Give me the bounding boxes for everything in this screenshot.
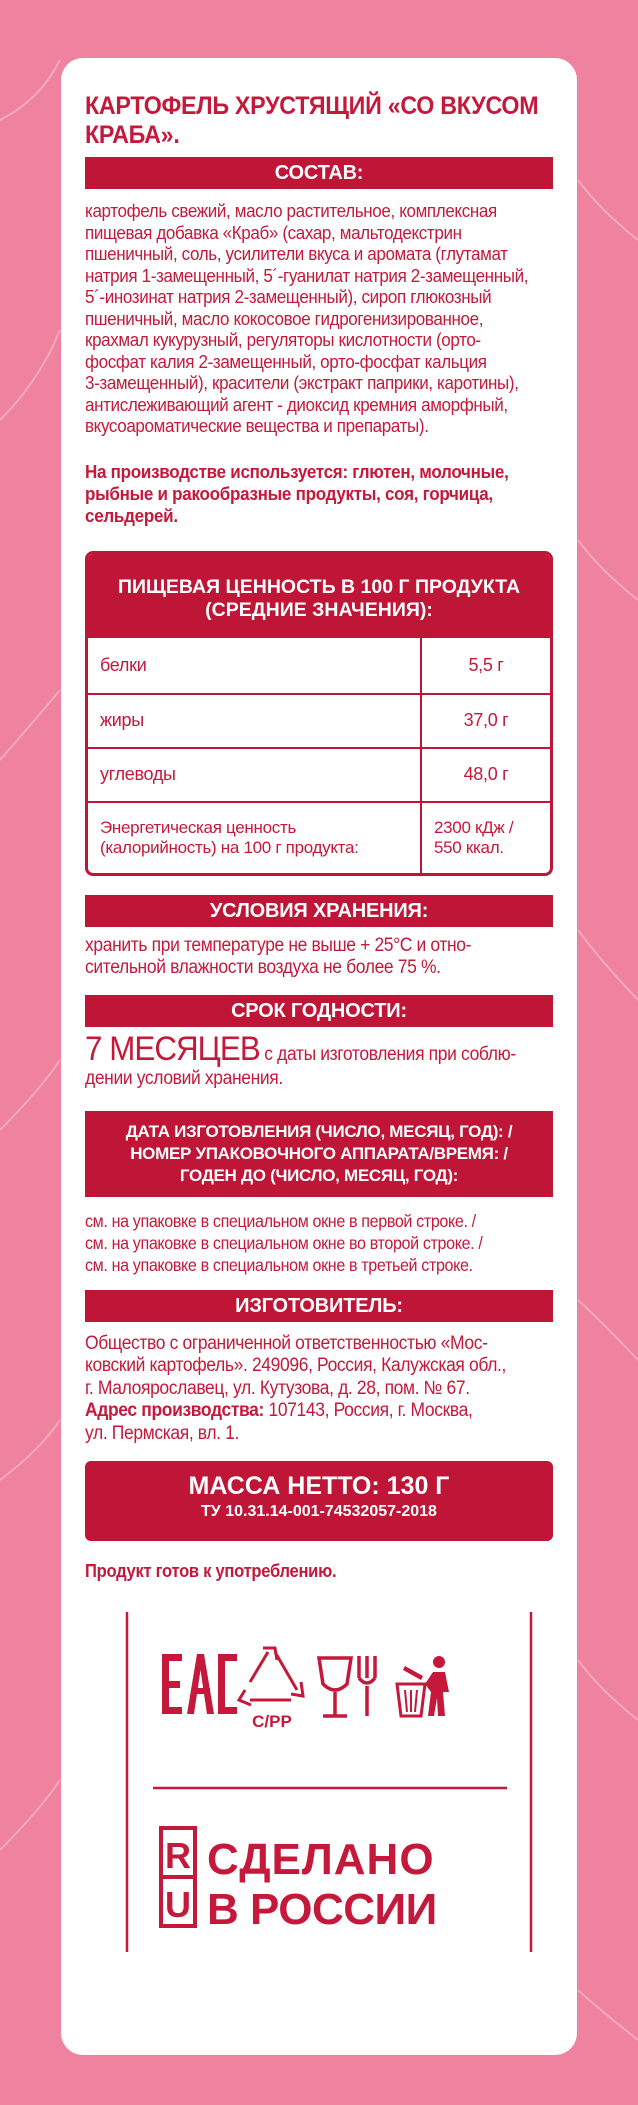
nutrition-header [88, 554, 550, 638]
storage-line: сительной влажности воздуха не более 75 %. [85, 956, 441, 978]
symbols-svg [85, 1612, 555, 1972]
composition-line: пищевая добавка «Краб» (сахар, мальтодекстрин [85, 221, 462, 243]
composition-line: пшеничный, масло кокосовое гидрогенизированное, [85, 307, 484, 329]
allergens-line: На производстве используется: глютен, молочные, [85, 460, 509, 482]
allergens-text [85, 461, 554, 527]
nutrition-header-line: (СРЕДНИЕ ЗНАЧЕНИЯ): [205, 598, 433, 621]
made-in-line1: СДЕЛАНО [207, 1835, 435, 1884]
manufacturer-text [85, 1333, 554, 1446]
dates-line: см. на упаковке в специальном окне в третьей строке. [85, 1254, 473, 1275]
nutrition-header-line: ПИЩЕВАЯ ЦЕННОСТЬ В 100 Г ПРОДУКТА [117, 575, 521, 598]
net-mass-box [85, 1461, 553, 1541]
nutrition-value: 5,5 г [468, 654, 504, 675]
ru-mark-u: U [165, 1884, 191, 1925]
composition-line: 5´-инозинат натрия 2-замещенный), сироп глюкозный [85, 286, 492, 307]
shelf-life-rest: с даты изготовления при соблю- [259, 1043, 516, 1065]
ru-mark-r: R [165, 1835, 191, 1876]
storage-line: хранить при температуре не выше + 25°С и отно- [85, 934, 472, 956]
nutrition-row [88, 801, 550, 873]
net-mass-title: МАССА НЕТТО: 130 Г [188, 1472, 450, 1500]
shelf-life-text [85, 1029, 554, 1091]
nutrition-row [88, 747, 550, 801]
nutrition-value: 48,0 г [463, 764, 509, 784]
shelf-life-line: дении условий хранения. [85, 1067, 283, 1089]
nutrition-table [85, 551, 553, 876]
allergens-line: сельдерей. [85, 504, 178, 526]
dates-header-line: ДАТА ИЗГОТОВЛЕНИЯ (ЧИСЛО, МЕСЯЦ, ГОД): / [125, 1121, 513, 1141]
composition-line: фосфат калия 2-замещенный, орто-фосфат кальция [85, 350, 487, 372]
product-title: КАРТОФЕЛЬ ХРУСТЯЩИЙ «СО ВКУСОМ КРАБА». [85, 92, 539, 149]
nutrition-value: 37,0 г [463, 710, 509, 730]
dates-header-line: ГОДЕН ДО (ЧИСЛО, МЕСЯЦ, ГОД): [179, 1165, 459, 1185]
manufacturer-header: ИЗГОТОВИТЕЛЬ: [85, 1290, 553, 1322]
composition-text [85, 200, 554, 437]
nutrition-row [88, 693, 550, 747]
recycle-icon [239, 1648, 303, 1705]
dates-header [85, 1111, 553, 1197]
address-label: Адрес производства: [85, 1400, 264, 1421]
nutrition-row [88, 638, 550, 693]
composition-line: антислеживающий агент - диоксид кремния аморфный, [85, 393, 508, 415]
manufacturer-line: Общество с ограниченной ответственностью «Мос- [85, 1332, 488, 1354]
allergens-line: рыбные и ракообразные продукты, соя, горчица, [85, 482, 493, 504]
label-card [61, 58, 577, 2055]
shelf-life-line [85, 1029, 554, 1068]
certification-symbols [85, 1612, 553, 1972]
address-rest: 107143, Россия, г. Москва, [263, 1400, 473, 1421]
ready-to-eat-text: Продукт готов к употреблению. [85, 1561, 337, 1581]
composition-line: натрия 1-замещенный, 5´-гуанилат натрия 2-замещенный, [85, 264, 529, 286]
shelf-life-header: СРОК ГОДНОСТИ: [85, 995, 553, 1027]
dates-header-line: НОМЕР УПАКОВОЧНОГО АППАРАТА/ВРЕМЯ: / [130, 1143, 508, 1163]
energy-label-line: Энергетическая ценность [100, 817, 296, 837]
shelf-life-big: 7 МЕСЯЦЕВ [85, 1029, 260, 1068]
composition-line: вкусоароматические вещества и препараты). [85, 415, 429, 436]
manufacturer-line: ул. Пермская, вл. 1. [85, 1422, 239, 1444]
made-in-line2: В РОССИИ [207, 1885, 437, 1934]
composition-line: картофель свежий, масло растительное, комплексная [85, 200, 497, 221]
composition-line: пшеничный, соль, усилители вкуса и аромата (глутамат [85, 243, 508, 264]
manufacturer-line: г. Малоярославец, ул. Кутузова, д. 28, пом. № 67. [85, 1377, 470, 1399]
energy-value [422, 803, 550, 873]
dates-line: см. на упаковке в специальном окне во второй строке. / [85, 1232, 483, 1253]
composition-line: 3-замещенный), красители (экстракт паприки, каротины), [85, 372, 519, 393]
eac-mark-icon [162, 1654, 237, 1714]
storage-text [85, 935, 554, 979]
energy-value-line: 2300 кДж / [434, 817, 514, 837]
dates-text [85, 1210, 554, 1276]
dates-line: см. на упаковке в специальном окне в первой строке. / [85, 1210, 476, 1231]
manufacturer-line: ковский картофель». 249096, Россия, Калужская обл., [85, 1355, 507, 1376]
tu-code: ТУ 10.31.14-001-74532057-2018 [201, 1503, 437, 1520]
energy-label [88, 803, 422, 873]
nutrition-label: жиры [88, 695, 422, 747]
food-contact-icon [319, 1656, 375, 1716]
composition-line: крахмал кукурузный, регуляторы кислотности (орто- [85, 329, 481, 350]
manufacturer-line [85, 1400, 554, 1423]
composition-header: СОСТАВ: [85, 157, 553, 189]
energy-value-line: 550 ккал. [434, 837, 504, 857]
recycle-code-label: C/PP [252, 1712, 292, 1731]
energy-label-line: (калорийность) на 100 г продукта: [100, 837, 359, 857]
dispose-in-bin-icon [397, 1656, 449, 1716]
nutrition-label: белки [88, 638, 422, 693]
nutrition-label: углеводы [88, 749, 422, 801]
storage-header: УСЛОВИЯ ХРАНЕНИЯ: [85, 895, 553, 927]
